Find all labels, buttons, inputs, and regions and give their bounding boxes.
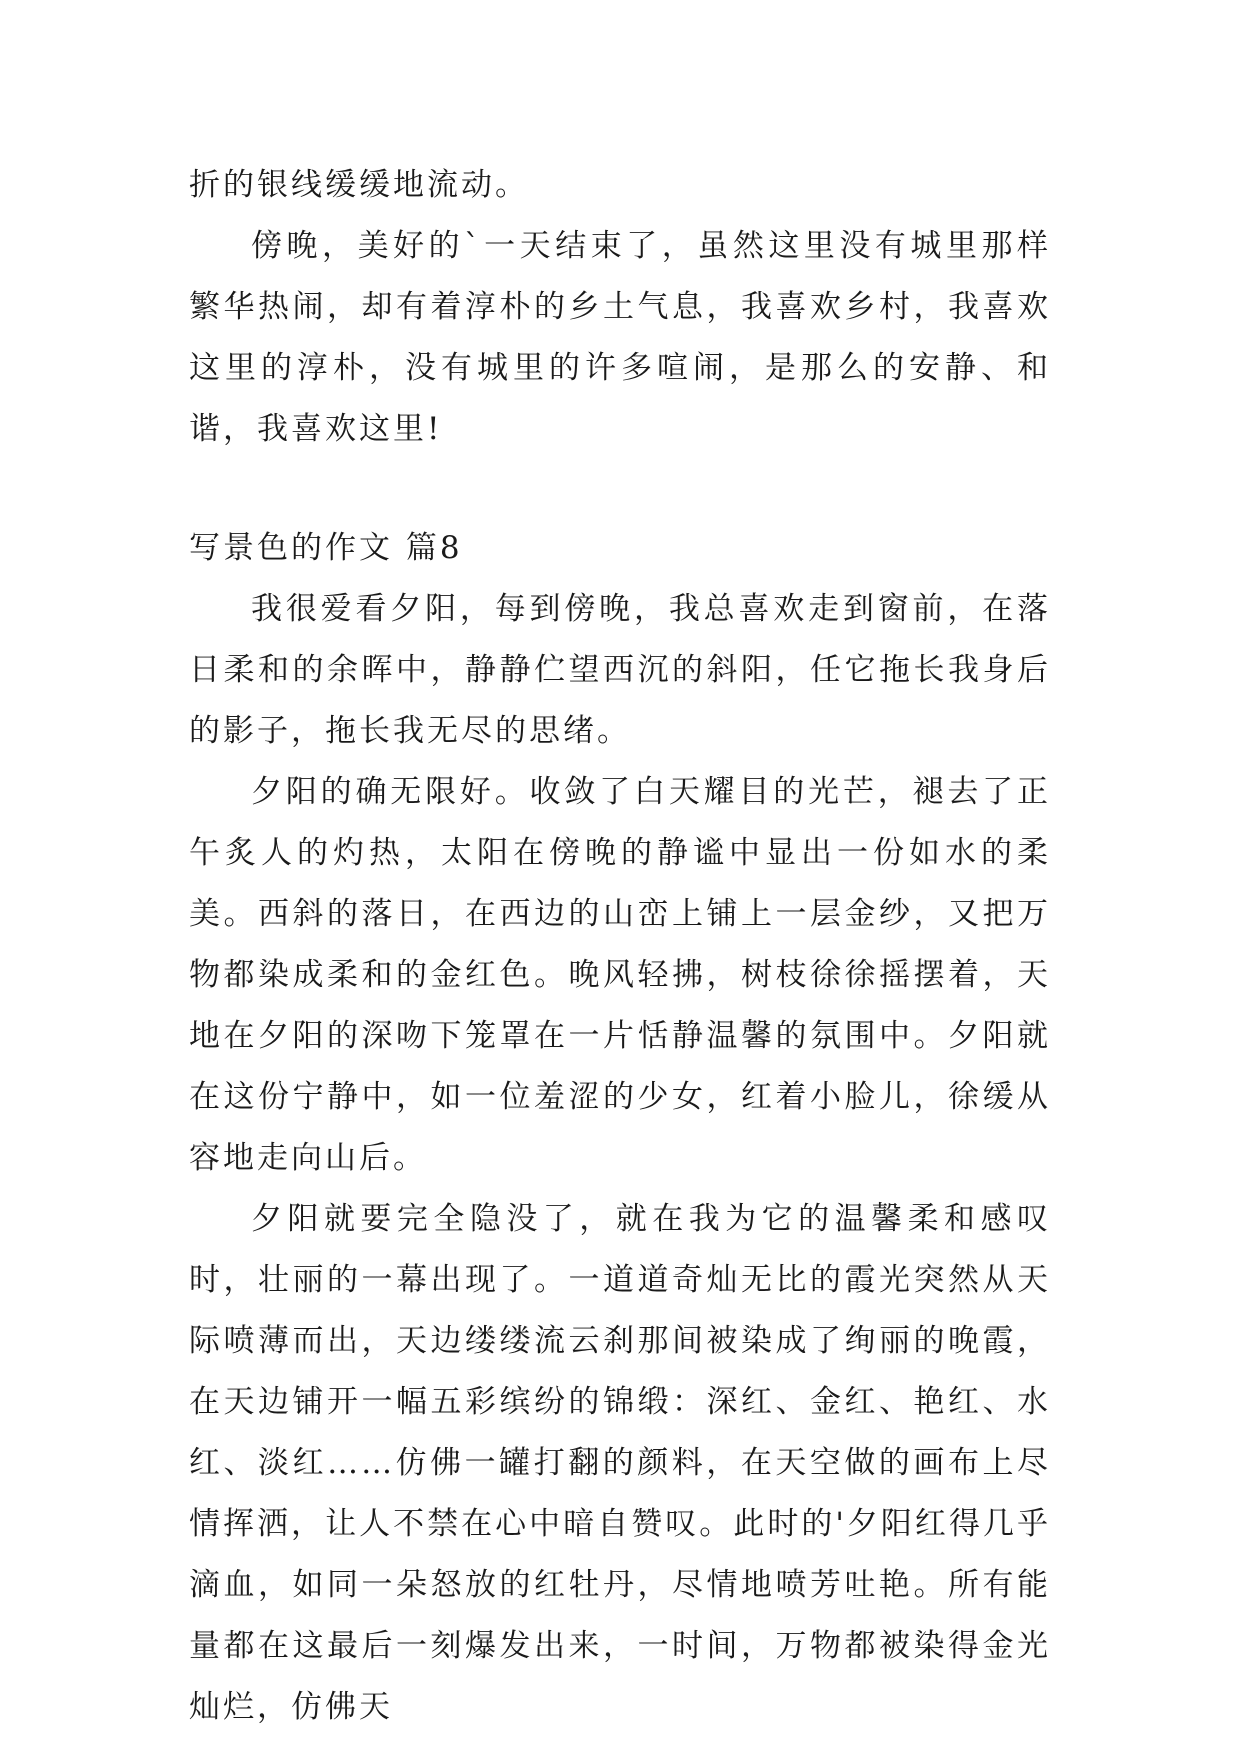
paragraph: 傍晚，美好的`一天结束了，虽然这里没有城里那样繁华热闹，却有着淳朴的乡土气息，我喜欢乡村，我喜欢这里的淳朴，没有城里的许多喧闹，是那么的安静、和谐，我喜欢这里! bbox=[189, 228, 1051, 447]
paragraph: 我很爱看夕阳，每到傍晚，我总喜欢走到窗前，在落日柔和的余晖中，静静伫望西沉的斜阳，任它拖长我身后的影子，拖长我无尽的思绪。 bbox=[189, 591, 1051, 749]
paragraph-continued: 折的银线缓缓地流动。 bbox=[189, 167, 529, 203]
section-title: 写景色的作文 篇8 bbox=[189, 530, 463, 566]
paragraph: 夕阳的确无限好。收敛了白天耀目的光芒，褪去了正午炙人的灼热，太阳在傍晚的静谧中显出一份如水的柔美。西斜的落日，在西边的山峦上铺上一层金纱，又把万物都染成柔和的金红色。晚风轻拂，树枝徐徐摇摆着，天地在夕阳的深吻下笼罩在一片恬静温馨的氛围中。夕阳就在这份宁静中，如一位羞涩的少女，红着小脸儿，徐缓从容地走向山后。 bbox=[189, 774, 1051, 1176]
paragraph: 夕阳就要完全隐没了，就在我为它的温馨柔和感叹时，壮丽的一幕出现了。一道道奇灿无比的霞光突然从天际喷薄而出，天边缕缕流云刹那间被染成了绚丽的晚霞，在天边铺开一幅五彩缤纷的锦缎：深红、金红、艳红、水红、淡红……仿佛一罐打翻的颜料，在天空做的画布上尽情挥洒，让人不禁在心中暗自赞叹。此时的'夕阳红得几乎滴血，如同一朵怒放的红牡丹，尽情地喷芳吐艳。所有能量都在这最后一刻爆发出来，一时间，万物都被染得金光灿烂，仿佛天 bbox=[189, 1201, 1051, 1725]
document-body bbox=[189, 155, 1051, 1738]
